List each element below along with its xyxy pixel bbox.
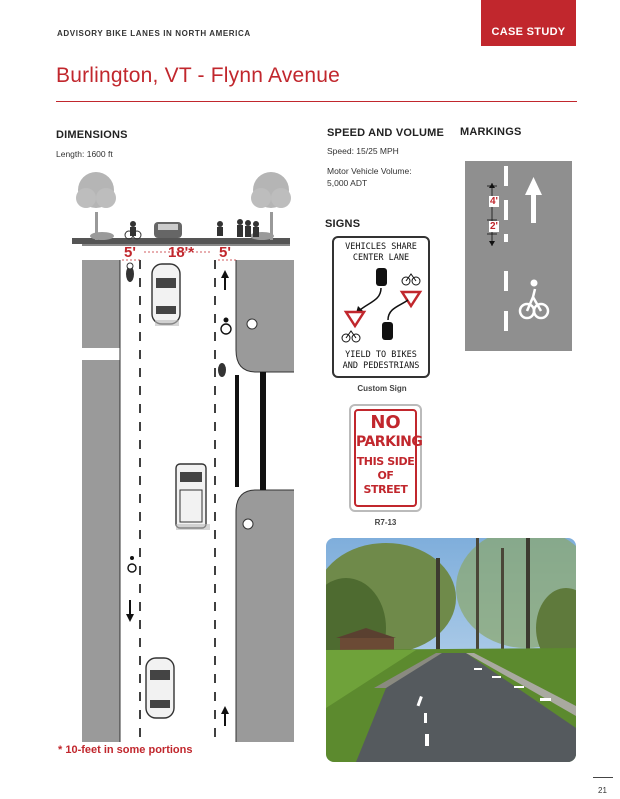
- custom-sign-line4: AND PEDESTRIANS: [342, 361, 420, 371]
- cyclist-icon: [126, 263, 134, 282]
- volume-label: Motor Vehicle Volume:: [327, 166, 412, 176]
- title-rule: [56, 101, 577, 102]
- street-photo: [326, 538, 576, 762]
- cyclist-icon: [217, 221, 223, 236]
- yield-icon: [346, 312, 364, 326]
- custom-sign: [332, 236, 430, 378]
- footnote: * 10-feet in some portions: [58, 744, 193, 756]
- dimensions-length: Length: 1600 ft: [56, 149, 113, 159]
- markings-diagram: [465, 161, 572, 351]
- marking-dim-2ft: 2': [490, 221, 498, 232]
- no-parking-line2: PARKING: [356, 434, 423, 450]
- custom-sign-graphic: [340, 266, 424, 344]
- page-title: Burlington, VT - Flynn Avenue: [56, 64, 341, 87]
- running-header: ADVISORY BIKE LANES IN NORTH AMERICA: [57, 29, 251, 38]
- speed-text: Speed: 15/25 MPH: [327, 146, 399, 156]
- dimensions-heading: DIMENSIONS: [56, 129, 128, 141]
- dim-left-lane: 5': [124, 244, 136, 261]
- page-number: 21: [598, 786, 607, 795]
- car-icon: [154, 222, 182, 238]
- dim-right-lane: 5': [219, 244, 231, 261]
- custom-sign-line1: VEHICLES SHARE: [345, 242, 417, 252]
- no-parking-line4: OF STREET: [363, 469, 408, 496]
- cyclist-icon: [218, 363, 226, 377]
- no-parking-sign: [349, 404, 422, 512]
- car-icon: [146, 658, 174, 718]
- markings-heading: MARKINGS: [460, 126, 522, 138]
- yield-icon: [402, 292, 420, 306]
- dim-center-lane: 18'*: [168, 244, 195, 261]
- cross-section: [72, 172, 291, 246]
- pedestrian-icon: [237, 219, 259, 237]
- tree-icon: [76, 172, 116, 240]
- page-number-rule: [593, 777, 613, 778]
- volume-value: 5,000 ADT: [327, 178, 368, 188]
- custom-sign-line2: CENTER LANE: [352, 253, 410, 263]
- truck-icon: [176, 464, 210, 530]
- no-parking-line1: NO: [370, 412, 401, 433]
- custom-sign-caption: Custom Sign: [357, 384, 407, 393]
- bike-symbol-icon: [402, 274, 420, 285]
- case-study-badge: CASE STUDY: [481, 0, 576, 46]
- no-parking-line3: THIS SIDE: [356, 455, 415, 468]
- r7-13-caption: R7-13: [374, 518, 397, 527]
- car-icon: [152, 264, 180, 326]
- cyclist-icon: [125, 221, 141, 239]
- bike-symbol-icon: [342, 331, 360, 342]
- signs-heading: SIGNS: [325, 218, 361, 230]
- custom-sign-line3: YIELD TO BIKES: [345, 350, 417, 360]
- speed-volume-heading: SPEED AND VOLUME: [327, 127, 445, 139]
- marking-dim-4ft: 4': [490, 196, 498, 207]
